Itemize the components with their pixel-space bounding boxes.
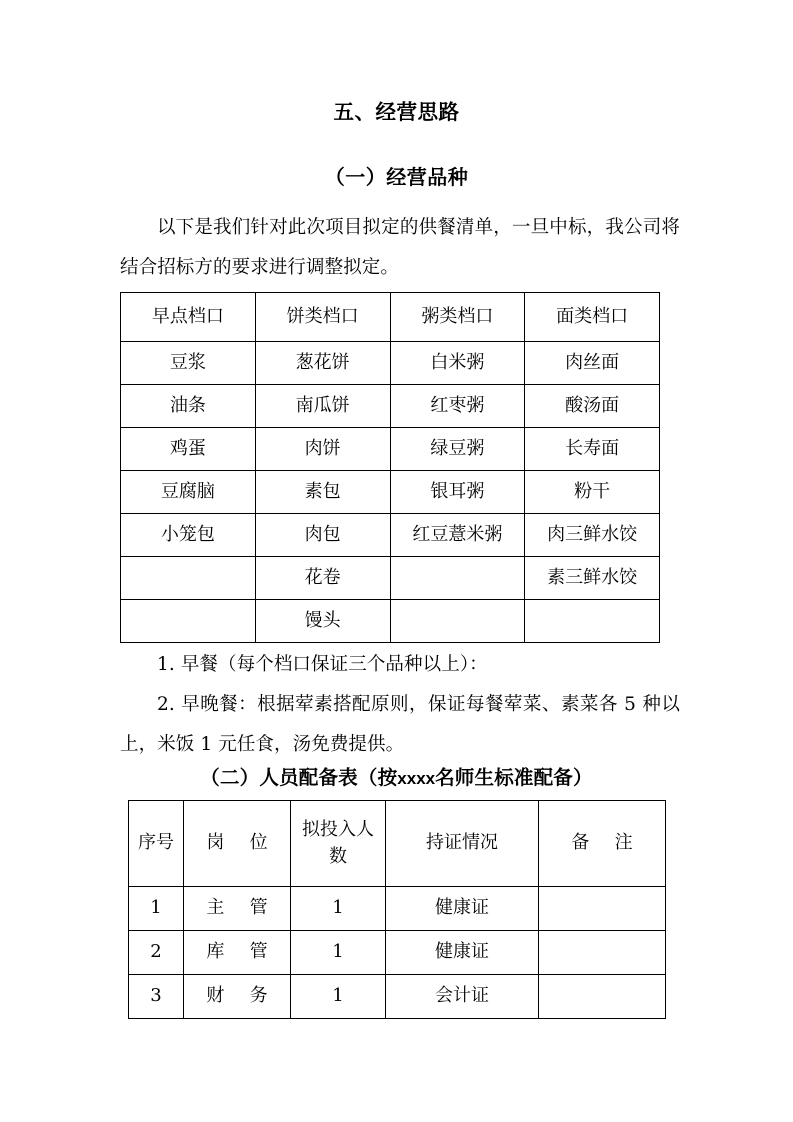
subsection-two-title-suffix: 名师生标准配备） <box>435 766 593 789</box>
table-row <box>129 975 666 1019</box>
staff-header-post-b: 位 <box>249 832 268 854</box>
staff-header-count <box>291 801 386 887</box>
menu-header-cell: 饼类档口 <box>255 293 390 342</box>
staff-header-certificate: 持证情况 <box>386 801 539 887</box>
subsection-two-title-placeholder: xxxx <box>397 769 436 788</box>
note-breakfast: 1. 早餐（每个档口保证三个品种以上）： <box>157 654 488 675</box>
table-row <box>121 385 660 428</box>
staff-cell-certificate: 健康证 <box>386 887 539 931</box>
staff-cell-post-a: 财 <box>206 985 225 1007</box>
staff-cell-index: 3 <box>129 975 184 1019</box>
staff-cell-count: 1 <box>291 975 386 1019</box>
staff-cell-remark <box>539 975 666 1019</box>
staff-header-remark-b: 注 <box>614 832 633 854</box>
staff-header-count-line1: 拟投入人 <box>302 819 374 841</box>
menu-cell: 白米粥 <box>390 342 525 385</box>
menu-cell: 素包 <box>255 471 390 514</box>
page-title: 五、经营思路 <box>333 100 460 124</box>
menu-header-cell: 面类档口 <box>525 293 660 342</box>
menu-cell: 红豆薏米粥 <box>390 514 525 557</box>
staff-cell-post-b: 管 <box>249 941 268 963</box>
menu-header-cell: 粥类档口 <box>390 293 525 342</box>
menu-cell: 豆浆 <box>121 342 256 385</box>
table-header-row <box>121 293 660 342</box>
staff-cell-post <box>184 975 291 1019</box>
staff-table <box>128 800 666 1019</box>
menu-cell: 豆腐脑 <box>121 471 256 514</box>
subsection-two-title <box>0 766 793 789</box>
menu-cell: 肉包 <box>255 514 390 557</box>
table-row <box>121 428 660 471</box>
staff-cell-post-a: 库 <box>206 941 225 963</box>
staff-cell-post-b: 管 <box>249 897 268 919</box>
menu-cell <box>121 600 256 643</box>
menu-cell: 馒头 <box>255 600 390 643</box>
table-row <box>121 600 660 643</box>
staff-cell-count: 1 <box>291 931 386 975</box>
intro-paragraph: 以下是我们针对此次项目拟定的供餐清单，一旦中标，我公司将结合招标方的要求进行调整拟定。 <box>120 217 680 278</box>
subsection-one-title: （一）经营品种 <box>324 165 469 189</box>
menu-cell <box>525 600 660 643</box>
staff-header-post <box>184 801 291 887</box>
table-row <box>129 887 666 931</box>
menu-cell: 绿豆粥 <box>390 428 525 471</box>
subsection-two-title-prefix: （二）人员配备表（按 <box>200 766 398 789</box>
menu-cell: 油条 <box>121 385 256 428</box>
staff-table-body <box>129 801 666 1019</box>
menu-cell: 肉三鲜水饺 <box>525 514 660 557</box>
table-row <box>121 557 660 600</box>
menu-cell: 红枣粥 <box>390 385 525 428</box>
menu-table <box>120 292 660 643</box>
staff-header-remark <box>539 801 666 887</box>
menu-cell: 鸡蛋 <box>121 428 256 471</box>
menu-cell: 肉丝面 <box>525 342 660 385</box>
menu-cell <box>390 600 525 643</box>
staff-header-count-line2: 数 <box>329 845 347 867</box>
staff-header-index: 序号 <box>129 801 184 887</box>
menu-table-body <box>121 293 660 643</box>
menu-cell: 素三鲜水饺 <box>525 557 660 600</box>
menu-cell <box>390 557 525 600</box>
menu-cell: 长寿面 <box>525 428 660 471</box>
staff-cell-post-a: 主 <box>206 897 225 919</box>
staff-cell-certificate: 会计证 <box>386 975 539 1019</box>
menu-cell: 小笼包 <box>121 514 256 557</box>
menu-cell: 葱花饼 <box>255 342 390 385</box>
staff-cell-certificate: 健康证 <box>386 931 539 975</box>
staff-header-remark-a: 备 <box>571 832 590 854</box>
staff-cell-index: 2 <box>129 931 184 975</box>
menu-header-cell: 早点档口 <box>121 293 256 342</box>
menu-cell: 肉饼 <box>255 428 390 471</box>
menu-cell: 花卷 <box>255 557 390 600</box>
table-row <box>129 931 666 975</box>
staff-header-post-a: 岗 <box>206 832 225 854</box>
note-meals: 2. 早晚餐：根据荤素搭配原则，保证每餐荤菜、素菜各 5 种以上，米饭 1 元任食，汤免费提供。 <box>120 694 680 755</box>
staff-cell-post <box>184 887 291 931</box>
staff-cell-index: 1 <box>129 887 184 931</box>
staff-cell-post <box>184 931 291 975</box>
staff-cell-remark <box>539 887 666 931</box>
table-row <box>121 514 660 557</box>
staff-cell-count: 1 <box>291 887 386 931</box>
menu-cell <box>121 557 256 600</box>
staff-cell-post-b: 务 <box>249 985 268 1007</box>
menu-cell: 酸汤面 <box>525 385 660 428</box>
menu-cell: 粉干 <box>525 471 660 514</box>
table-row <box>121 471 660 514</box>
table-row <box>121 342 660 385</box>
table-header-row <box>129 801 666 887</box>
staff-cell-remark <box>539 931 666 975</box>
menu-cell: 南瓜饼 <box>255 385 390 428</box>
menu-cell: 银耳粥 <box>390 471 525 514</box>
